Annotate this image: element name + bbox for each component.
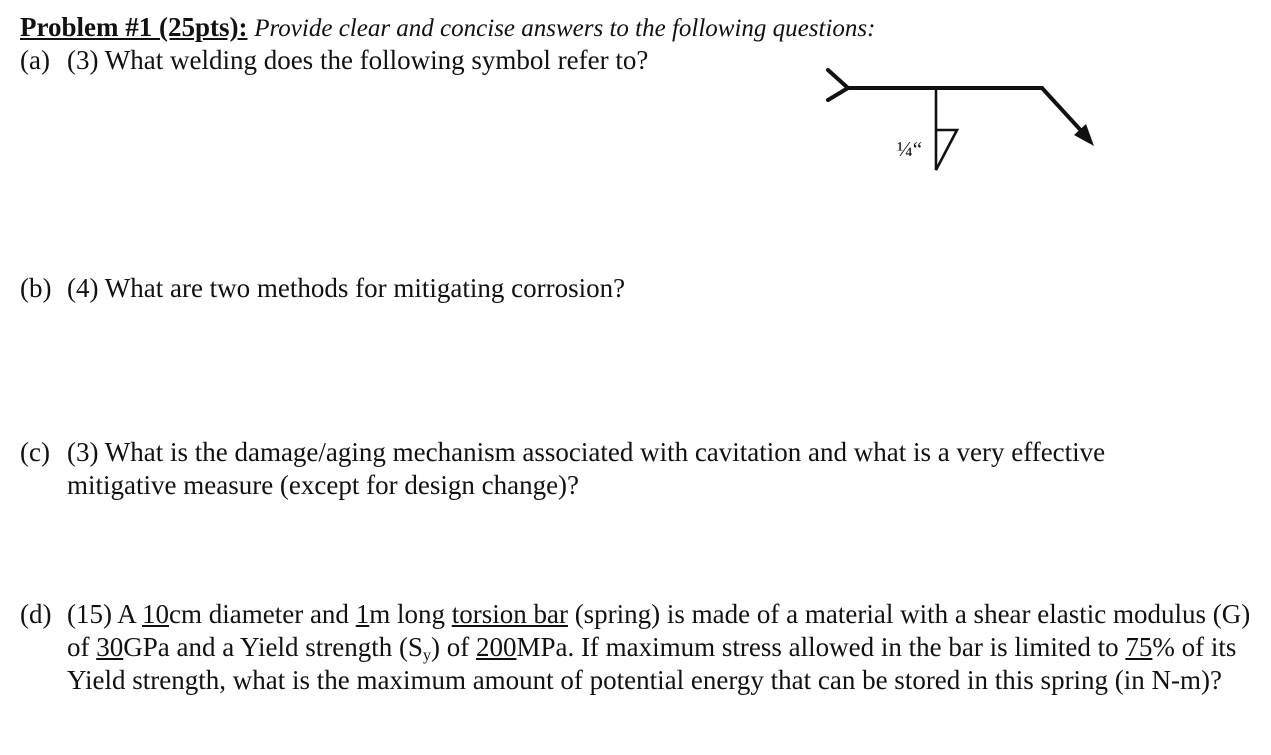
question-d-part: cm diameter and <box>169 599 356 629</box>
length-value: 1 <box>355 599 370 629</box>
question-d-part: % of its Yield strength, what is the maximum amount of potential energy that can be stored in this spring (in N-m)? <box>67 632 1237 695</box>
question-b-label: (b) <box>20 273 52 303</box>
question-d-part: (15) A <box>67 599 143 629</box>
question-c-text: (3) What is the damage/aging mechanism associated with cavitation and what is a very effective mitigative measure (except for design change)? <box>67 437 1106 500</box>
yield-subscript: y <box>422 647 431 664</box>
problem-instructions: Provide clear and concise answers to the following questions: <box>254 15 876 42</box>
question-d <box>20 598 1260 697</box>
question-b <box>20 272 1260 305</box>
question-d-part: ) of <box>430 632 476 662</box>
diameter-value: 10 <box>142 599 170 629</box>
question-a-label: (a) <box>20 45 50 75</box>
problem-header <box>20 10 875 46</box>
question-d-text <box>67 598 1260 697</box>
question-d-part: MPa. If maximum stress allowed in the bar is limited to <box>516 632 1126 662</box>
question-d-part: GPa and a Yield strength (S <box>123 632 423 662</box>
question-b-text: (4) What are two methods for mitigating corrosion? <box>67 273 626 303</box>
question-a-text: (3) What welding does the following symbol refer to? <box>67 45 649 75</box>
percent-value: 75 <box>1125 632 1153 662</box>
problem-title: Problem #1 (25pts): <box>20 12 248 42</box>
weld-symbol-diagram <box>820 60 1110 180</box>
weld-size-label: ¼“ <box>897 137 923 161</box>
question-c <box>20 436 1180 502</box>
question-d-label: (d) <box>20 599 52 629</box>
question-d-part: m long <box>369 599 452 629</box>
yield-value: 200 <box>475 632 517 662</box>
question-d-part: (spring) is made of a material with a shear elastic modulus (G) of <box>67 599 1251 662</box>
weld-arrow-line <box>1042 88 1086 136</box>
modulus-value: 30 <box>96 632 124 662</box>
weld-tail <box>828 70 848 100</box>
question-c-label: (c) <box>20 437 50 467</box>
fillet-weld-symbol <box>936 88 957 170</box>
torsion-bar-term: torsion bar <box>451 599 568 629</box>
